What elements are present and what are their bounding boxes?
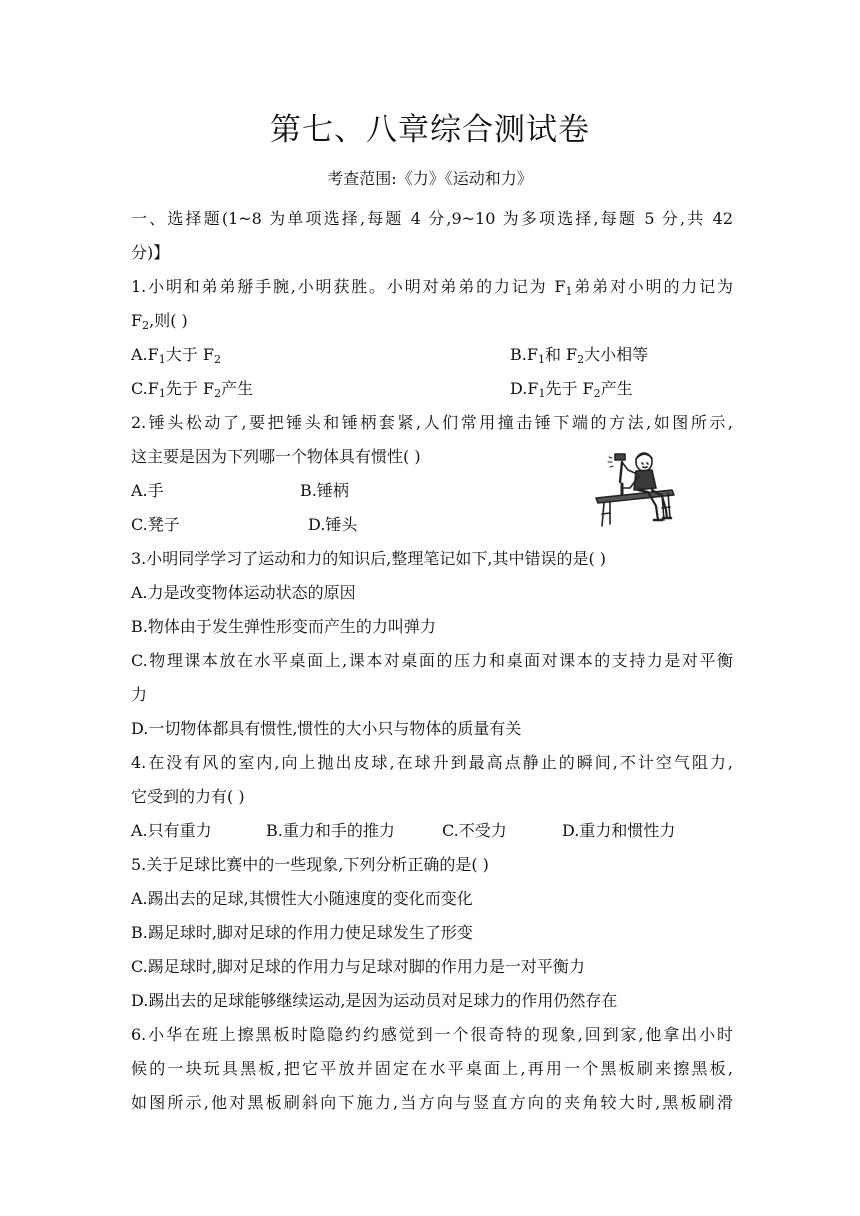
- q4-options-row: [131, 814, 733, 848]
- option-text: D.F: [510, 379, 539, 398]
- q6-stem-line-2: 候的一块玩具黑板,把它平放并固定在水平桌面上,再用一个黑板刷来擦黑板,: [131, 1059, 733, 1078]
- section-heading-line-2: 分)】: [131, 243, 170, 262]
- q4-stem-line-2: 它受到的力有( ): [131, 787, 245, 806]
- q1-options-row-2: [131, 372, 733, 406]
- subscript: 1: [538, 387, 546, 400]
- q5-option-b: B.踢足球时,脚对足球的作用力使足球发生了形变: [131, 923, 473, 942]
- subscript: 2: [214, 387, 222, 400]
- option-text: 先于 F: [165, 379, 215, 398]
- subscript: 2: [593, 387, 601, 400]
- q4-option-a: A.只有重力: [131, 821, 212, 840]
- option-text: 大小相等: [584, 345, 649, 364]
- q2-stem-line-2: 这主要是因为下列哪一个物体具有惯性( ): [131, 447, 421, 466]
- q5-option-c: C.踢足球时,脚对足球的作用力与足球对脚的作用力是一对平衡力: [131, 957, 585, 976]
- q6-stem-line-3: 如图所示,他对黑板刷斜向下施力,当方向与竖直方向的夹角较大时,黑板刷滑: [131, 1093, 733, 1112]
- q1-stem-part: F: [131, 311, 143, 330]
- q1-option-a: [131, 338, 221, 372]
- subscript: 2: [577, 353, 585, 366]
- q1-stem-line-1: [131, 270, 733, 304]
- option-text: 大于 F: [165, 345, 214, 364]
- q2-option-d: D.锤头: [308, 515, 358, 534]
- section-heading-line-1: 一、选择题(1~8 为单项选择,每题 4 分,9~10 为多项选择,每题 5 分,共 42: [131, 209, 733, 228]
- subscript: 1: [158, 387, 166, 400]
- option-text: C.F: [131, 379, 159, 398]
- q1-stem-part: 弟弟对小明的力记为: [572, 277, 733, 296]
- q5-option-d: D.踢出去的足球能够继续运动,是因为运动员对足球力的作用仍然存在: [131, 991, 618, 1010]
- q5-stem: 5.关于足球比赛中的一些现象,下列分析正确的是( ): [131, 855, 489, 874]
- q2-option-a: A.手: [131, 481, 164, 500]
- q3-stem: 3.小明同学学习了运动和力的知识后,整理笔记如下,其中错误的是( ): [131, 549, 607, 568]
- q1-option-c: [131, 372, 253, 406]
- subscript: 2: [213, 353, 221, 366]
- q2-option-c: C.凳子: [131, 515, 180, 534]
- q3-option-d: D.一切物体都具有惯性,惯性的大小只与物体的质量有关: [131, 719, 522, 738]
- hammer-bench-figure: [592, 448, 676, 530]
- page-subtitle: 考查范围:《力》《运动和力》: [327, 169, 533, 188]
- q4-stem-line-1: 4.在没有风的室内,向上抛出皮球,在球升到最高点静止的瞬间,不计空气阻力,: [131, 753, 733, 772]
- subscript: 2: [142, 319, 150, 332]
- q3-option-a: A.力是改变物体运动状态的原因: [131, 583, 356, 602]
- option-text: B.F: [510, 345, 538, 364]
- option-text: 产生: [600, 379, 633, 398]
- subscript: 1: [537, 353, 545, 366]
- exam-body: [131, 202, 733, 1120]
- q1-option-b: [510, 338, 648, 372]
- q4-option-b: B.重力和手的推力: [266, 821, 395, 840]
- option-text: 产生: [221, 379, 254, 398]
- option-text: 和 F: [544, 345, 578, 364]
- option-text: 先于 F: [545, 379, 594, 398]
- q4-option-c: C.不受力: [442, 821, 507, 840]
- q2-stem-line-1: 2.锤头松动了,要把锤头和锤柄套紧,人们常用撞击锤下端的方法,如图所示,: [131, 413, 733, 432]
- subscript: 1: [565, 285, 573, 298]
- q1-stem-part: 1.小明和弟弟掰手腕,小明获胜。小明对弟弟的力记为 F: [131, 277, 566, 296]
- subscript: 1: [158, 353, 166, 366]
- q3-option-c-line-1: C.物理课本放在水平桌面上,课本对桌面的压力和桌面对课本的支持力是对平衡: [131, 651, 733, 670]
- q3-option-b: B.物体由于发生弹性形变而产生的力叫弹力: [131, 617, 436, 636]
- q1-stem-part: ,则( ): [149, 311, 188, 330]
- q6-stem-line-1: 6.小华在班上擦黑板时隐隐约约感觉到一个很奇特的现象,回到家,他拿出小时: [131, 1025, 733, 1044]
- q4-option-d: D.重力和惯性力: [562, 821, 676, 840]
- option-text: A.F: [131, 345, 159, 364]
- q1-options-row-1: [131, 338, 733, 372]
- q2-option-b: B.锤柄: [300, 481, 349, 500]
- page-title: 第七、八章综合测试卷: [270, 112, 590, 148]
- q5-option-a: A.踢出去的足球,其惯性大小随速度的变化而变化: [131, 889, 473, 908]
- q3-option-c-line-2: 力: [131, 685, 148, 704]
- q1-stem-line-2: [131, 304, 733, 338]
- q1-option-d: [510, 372, 633, 406]
